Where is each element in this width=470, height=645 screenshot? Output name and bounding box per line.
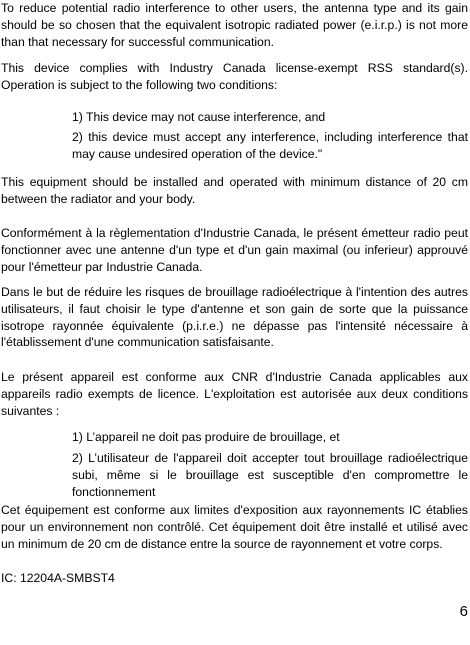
paragraph-cnr-fr: Le présent appareil est conforme aux CNR d'Industrie Canada applicables aux appareils radio exempts de licence. L'exploitation est autorisée aux deux conditions suivantes :: [1, 370, 468, 418]
paragraph-antenna-gain: To reduce potential radio interference to other users, the antenna type and its gain should be so chosen that the equivalent isotropic radiated power (e.i.r.p.) is not more than that necessary for successful communication.: [1, 1, 468, 49]
condition-1-fr: 1) L’appareil ne doit pas produire de brouillage, et: [72, 430, 340, 444]
condition-2-en: 2) this device must accept any interference, including interference that may cause undesired operation of the device.": [72, 130, 468, 161]
paragraph-rss-compliance: This device complies with Industry Canada license-exempt RSS standard(s). Operation is subject to the following two conditions:: [1, 61, 468, 92]
paragraph-min-distance-en: This equipment should be installed and operated with minimum distance of 20 cm between the radiator and your body.: [1, 175, 468, 206]
paragraph-brouillage-fr: Dans le but de réduire les risques de brouillage radioélectrique à l'intention des autres utilisateurs, il faut choisir le type d'antenne et son gain de sorte que la puissance isotrope rayonnée équivalente (p.i.r.e.) ne dépasse pas l'intensité nécessaire à l'établissement d'une communication satisfaisante.: [1, 285, 468, 350]
condition-2-fr: 2) L’utilisateur de l'appareil doit accepter tout brouillage radioélectrique subi, même si le brouillage est susceptible d'en compromettre le fonctionnement: [72, 451, 468, 499]
paragraph-reglementation-fr: Conformément à la règlementation d'Industrie Canada, le présent émetteur radio peut fonctionner avec une antenne d'un type et d'un gain maximal (ou inferieur) approuvé pour l'émetteur par Industrie Canada.: [1, 226, 468, 274]
page-number: 6: [459, 603, 468, 620]
condition-1-en: 1) This device may not cause interference, and: [72, 110, 326, 124]
ic-number: IC: 12204A-SMBST4: [1, 571, 115, 585]
paragraph-exposition-fr: Cet équipement est conforme aux limites d'exposition aux rayonnements IC établies pour un environnement non contrôlé. Cet équipement doit être installé et utilisé avec un minimum de 20 cm de distance entre la source de rayonnement et votre corps.: [1, 503, 468, 551]
